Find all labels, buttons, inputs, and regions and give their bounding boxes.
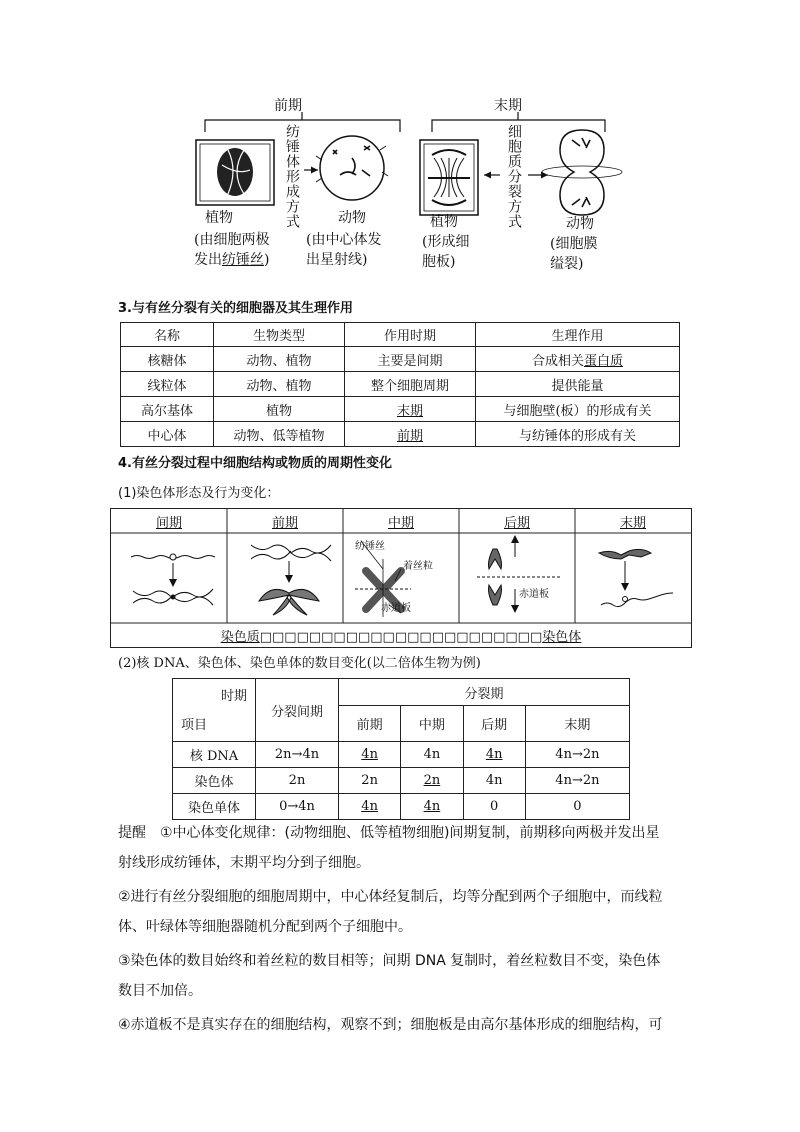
interphase-drawing — [131, 554, 215, 605]
row-value: 4n — [339, 794, 401, 820]
row-function: 提供能量 — [476, 372, 680, 397]
tip1-line2: 射线形成纺锤体，末期平均分到子细胞。 — [118, 855, 370, 871]
row-type: 动物、植物 — [214, 372, 345, 397]
row-value: 4n — [463, 742, 525, 768]
animal2-label: 动物 — [566, 216, 594, 232]
animal1-note-line1: (由中心体发 — [306, 232, 382, 248]
plant1-label: 植物 — [205, 210, 233, 226]
organelle-table-header — [121, 323, 680, 347]
plant-prophase-cell — [196, 140, 274, 205]
tip2-line2: 体、叶绿体等细胞器随机分配到两个子细胞中。 — [118, 919, 412, 935]
prophase-brace — [205, 120, 400, 132]
animal1-note-line2: 出星射线) — [306, 252, 368, 268]
spindle-fiber-label: 纺锤丝 — [355, 541, 385, 552]
phase-header: 中期 — [401, 706, 463, 742]
table-row — [173, 768, 630, 794]
table-row — [173, 742, 630, 768]
header-function: 生理作用 — [476, 323, 680, 347]
row-period: 主要是间期 — [345, 347, 476, 372]
table-row — [121, 397, 680, 422]
plant-telophase-cell — [420, 140, 478, 215]
count-table — [172, 678, 630, 820]
anaphase-drawing — [477, 535, 561, 613]
phase-prophase: 前期 — [271, 516, 298, 531]
plant1-note-line1: (由细胞两极 — [194, 232, 270, 248]
phase-metaphase: 中期 — [387, 516, 414, 531]
row-value: 4n — [339, 742, 401, 768]
row-function: 合成相关蛋白质 — [476, 347, 680, 372]
chromosome-behavior-table — [110, 508, 692, 648]
phase-header: 前期 — [339, 706, 401, 742]
row-name: 核糖体 — [121, 347, 214, 372]
row-type: 动物、低等植物 — [214, 422, 345, 447]
header-type: 生物类型 — [214, 323, 345, 347]
table-row — [121, 422, 680, 447]
table-row — [173, 794, 630, 820]
row-function: 与纺锤体的形成有关 — [476, 422, 680, 447]
table-row — [121, 347, 680, 372]
animal1-label: 动物 — [338, 210, 366, 226]
metaphase-plate-label: 赤道板 — [381, 603, 411, 614]
row-value: 4n — [463, 768, 525, 794]
header-period: 作用时期 — [345, 323, 476, 347]
telophase-drawing — [599, 549, 673, 606]
row-value: 4n — [401, 794, 463, 820]
row-item: 染色单体 — [173, 794, 256, 820]
row-item: 核 DNA — [173, 742, 256, 768]
phase-interphase: 间期 — [155, 516, 182, 531]
animal-prophase-cell — [316, 136, 388, 200]
centromere-label: 着丝粒 — [403, 561, 433, 572]
phase-header: 后期 — [463, 706, 525, 742]
row-function: 与细胞壁(板）的形成有关 — [476, 397, 680, 422]
row-period: 整个细胞周期 — [345, 372, 476, 397]
row-value: 4n→2n — [525, 768, 629, 794]
organelle-table — [120, 322, 680, 447]
plant2-note-line1: (形成细 — [422, 234, 470, 250]
row-value: 4n — [401, 742, 463, 768]
prophase-drawing — [251, 545, 331, 615]
row-item: 染色体 — [173, 768, 256, 794]
phase-telophase: 末期 — [619, 516, 646, 531]
row-name: 高尔基体 — [121, 397, 214, 422]
row-type: 动物、植物 — [214, 347, 345, 372]
row-period: 末期 — [345, 397, 476, 422]
row-value: 4n→2n — [525, 742, 629, 768]
plant2-label: 植物 — [430, 214, 458, 230]
corner-bottom-label: 项目 — [181, 718, 208, 733]
telophase-title: 末期 — [494, 98, 522, 114]
row-value: 0 — [525, 794, 629, 820]
row-value: 0 — [463, 794, 525, 820]
tip2-line1: ②进行有丝分裂细胞的细胞周期中，中心体经复制后，均等分配到两个子细胞中，而线粒 — [118, 889, 663, 905]
interphase-header: 分裂间期 — [256, 679, 339, 742]
row-period: 前期 — [345, 422, 476, 447]
corner-cell — [173, 679, 256, 742]
tip1-line1: 提醒 ①中心体变化规律：(动物细胞、低等植物细胞)间期复制，前期移向两极并发出星 — [118, 825, 660, 841]
animal2-note-line2: 缢裂) — [550, 256, 584, 272]
phase-anaphase: 后期 — [503, 516, 530, 531]
tips-block — [118, 818, 698, 1040]
tip3-line1: ③染色体的数目始终和着丝粒的数目相等；间期 DNA 复制时，着丝粒数目不变，染色体 — [118, 953, 661, 969]
animal-telophase-cell — [542, 130, 622, 215]
row-name: 线粒体 — [121, 372, 214, 397]
row-value: 2n — [256, 768, 339, 794]
cytoplasm-method-label: 细胞质分裂方式 — [506, 124, 522, 229]
corner-top-label: 时期 — [220, 689, 247, 704]
row-value: 0→4n — [256, 794, 339, 820]
diagram-drawing — [0, 0, 800, 280]
prophase-title: 前期 — [274, 98, 302, 114]
tip3-line2: 数目不加倍。 — [118, 983, 202, 999]
spindle-method-label: 纺锤体形成方式 — [284, 124, 300, 229]
row-value: 2n→4n — [256, 742, 339, 768]
animal2-note-line1: (细胞膜 — [550, 236, 598, 252]
table-row — [121, 372, 680, 397]
row-value: 2n — [401, 768, 463, 794]
chromatin-cycle-row: 染色质□□□□□□□□□□□□□□□□□□□□□□□染色体 — [220, 630, 582, 645]
anaphase-plate-label: 赤道板 — [519, 589, 549, 600]
header-name: 名称 — [121, 323, 214, 347]
phase-header: 末期 — [525, 706, 629, 742]
tip4-line1: ④赤道板不是真实存在的细胞结构，观察不到；细胞板是由高尔基体形成的细胞结构，可 — [118, 1017, 663, 1033]
row-type: 植物 — [214, 397, 345, 422]
plant2-note-line2: 胞板) — [422, 254, 456, 270]
section4-sub2: (2)核 DNA、染色体、染色单体的数目变化(以二倍体生物为例) — [118, 656, 481, 671]
row-value: 2n — [339, 768, 401, 794]
division-header: 分裂期 — [339, 679, 630, 706]
section3-heading: 3.与有丝分裂有关的细胞器及其生理作用 — [118, 301, 353, 316]
section4-heading: 4.有丝分裂过程中细胞结构或物质的周期性变化 — [118, 456, 392, 471]
section4-sub1: (1)染色体形态及行为变化： — [118, 486, 280, 501]
plant1-note-line2: 发出纺锤丝) — [194, 252, 270, 268]
row-name: 中心体 — [121, 422, 214, 447]
